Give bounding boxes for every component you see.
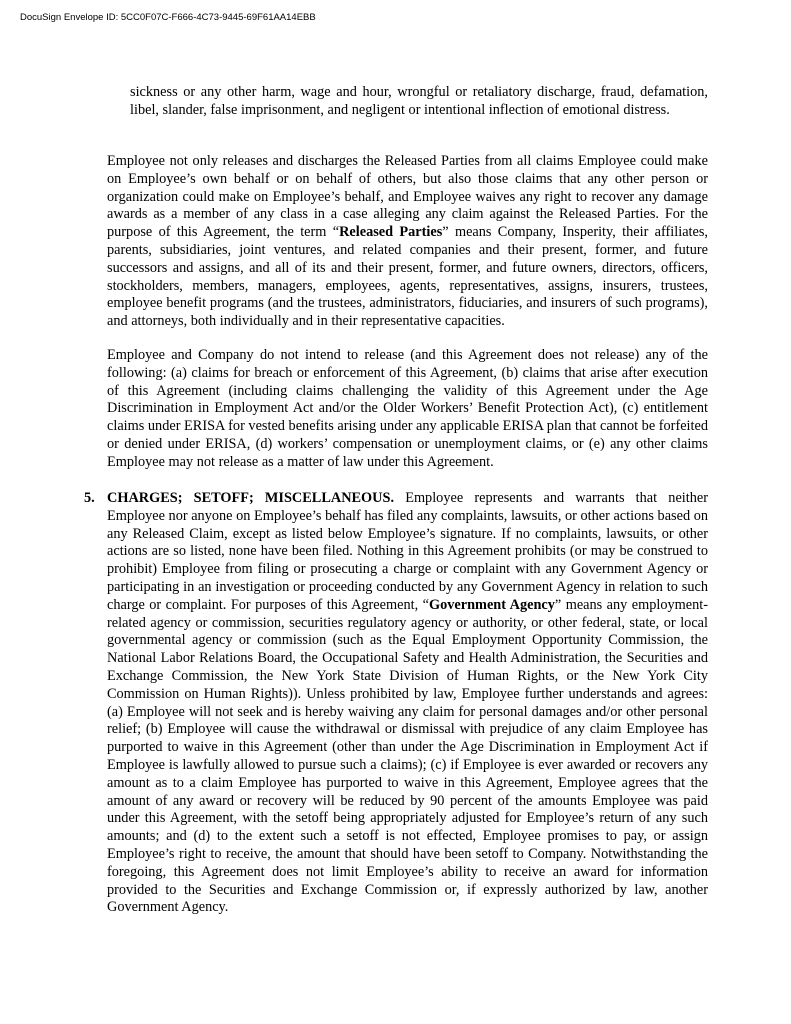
release-text-after-term: ” means Company, Insperity, their affiliates, parents, subsidiaries, joint ventures, and related companies and their present, former, and future successors and assigns, and all of its and their present, former, and future owners, directors, officers, stockholders, members, managers, employees, agents, representatives, assigns, insurers, trustees, employee benefit programs (and the trustees, administrators, fiduciaries, and insurers of such programs), and attorneys, both individually and in their representative capacities. — [107, 224, 708, 330]
defined-term-government-agency: Government Agency — [428, 596, 555, 613]
section-text-before-term: Employee represents and warrants that neither Employee nor anyone on Employee’s behalf has filed any complaints, lawsuits, or other actions based on any Released Claim, except as listed below Employee’s signature. If no complaints, lawsuits, or other actions are so listed, none have been filed. Nothing in this Agreement prohibits (or may be construed to prohibit) Employee from filing or prosecuting a charge or complaint with any Government Agency or participating in an investigation or proceeding conducted by any Government Agency in relation to such charge or complaint. For purposes of this Agreement, “ — [107, 490, 708, 613]
exclusions-paragraph: Employee and Company do not intend to release (and this Agreement does not release) any of the following: (a) claims for breach or enforcement of this Agreement, (b) claims that arise after execution of this Agreement (including claims challenging the validity of this Agreement under the Age Discrimination in Employment Act and/or the Older Workers’ Benefit Protection Act), (c) entitlement claims under ERISA for vested benefits arising under any applicable ERISA plan that cannot be forfeited or denied under ERISA, (d) workers’ compensation or unemployment claims, or (e) any other claims Employee may not release as a matter of law under this Agreement. — [107, 347, 708, 470]
envelope-id-header: DocuSign Envelope ID: 5CC0F07C-F666-4C73-9445-69F61AA14EBB — [20, 12, 316, 23]
section-body — [107, 490, 708, 917]
release-paragraph — [107, 153, 708, 331]
section-text-after-term: ” means any employment-related agency or commission, securities regulatory agency or authority, or other federal, state, or local governmental agency or commission (such as the Equal Employment Opportunity Commission, the National Labor Relations Board, the Occupational Safety and Health Administration, the Securities and Exchange Commission, the New York State Division of Human Rights, or the New York City Commission on Human Rights)). Unless prohibited by law, Employee further understands and agrees: (a) Employee will not seek and is hereby waiving any claim for personal damages and/or other personal relief; (b) Employee will cause the withdrawal or dismissal with prejudice of any claim Employee has purported to waive in this Agreement (other than under the Age Discrimination in Employment Act if Employee is lawfully allowed to pursue such a claims); (c) if Employee is ever awarded or recovers any amount as to a claim Employee has purported to waive in this Agreement, Employee agrees that the amount of any award or recovery will be reduced by 90 percent of the amounts Employee was paid under this Agreement, with the setoff being appropriately adjusted for Employee’s return of any such amounts; and (d) to the extent such a setoff is not effected, Employee promises to pay, or assign Employee’s right to receive, the amount that should have been setoff to Company. Notwithstanding the foregoing, this Agreement does not limit Employee’s ability to receive an award for information provided to the Securities and Exchange Commission or, if expressly authorized by law, another Government Agency. — [107, 596, 709, 916]
release-text-before-term: Employee not only releases and discharges the Released Parties from all claims Employee could make on Employee’s own behalf or on behalf of others, but also those claims that any other person or organization could make on Employee’s behalf, and Employee waives any right to recover any damage awards as a member of any class in a case alleging any claim against the Released Parties. For the purpose of this Agreement, the term “ — [107, 153, 708, 241]
defined-term-released-parties: Released Parties — [339, 224, 443, 241]
section-number: 5. — [84, 490, 95, 506]
section-5 — [84, 490, 708, 917]
section-heading: CHARGES; SETOFF; MISCELLANEOUS. — [107, 490, 395, 506]
indented-claims-paragraph: sickness or any other harm, wage and hour, wrongful or retaliatory discharge, fraud, defamation, libel, slander, false imprisonment, and negligent or intentional inflection of emotional distress. — [130, 84, 708, 118]
